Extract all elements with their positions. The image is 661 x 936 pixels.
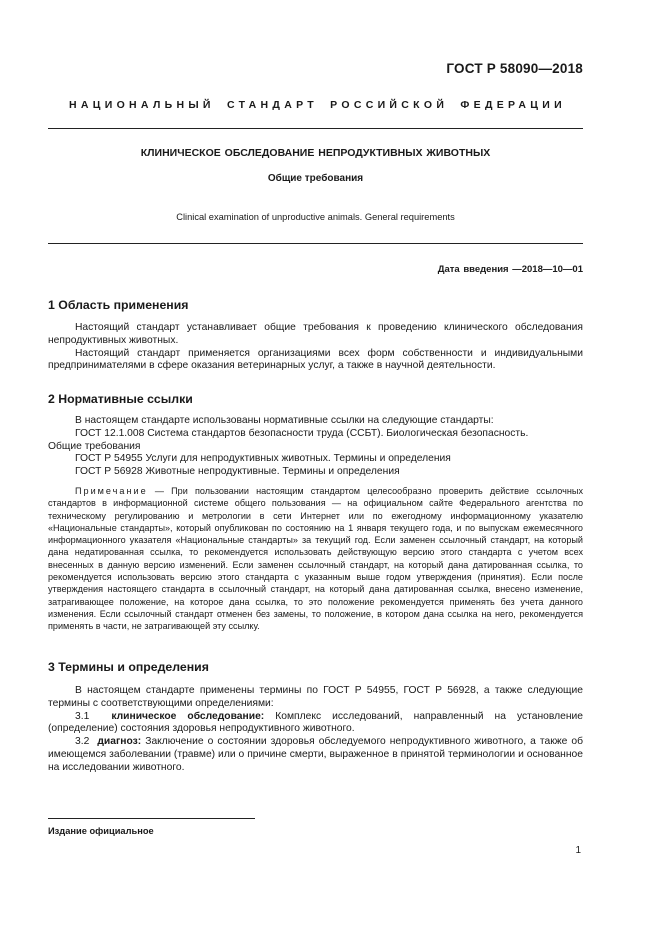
- term-text: Заключение о состоянии здоровья обследуемого непродуктивного животного, а также об имеющемся заболевании (травме) или о причине смерти, выраженное в принятой терминологии и основанное на исследовании животного.: [48, 736, 583, 773]
- term-definition: [48, 736, 583, 774]
- reference-note: [48, 485, 583, 633]
- official-edition-label: Издание официальное: [48, 826, 154, 836]
- national-standard-heading: НАЦИОНАЛЬНЫЙ СТАНДАРТ РОССИЙСКОЙ ФЕДЕРАЦИИ: [69, 99, 566, 111]
- term-number: 3.2: [75, 736, 90, 748]
- term-name: диагноз:: [97, 736, 142, 748]
- section-3: [48, 659, 583, 775]
- footer-rule: [48, 818, 255, 819]
- section-2: [48, 391, 583, 633]
- section-1-heading: 1 Область применения: [48, 298, 189, 312]
- document-subtitle: Общие требования: [267, 173, 364, 184]
- section-1-paragraph: Настоящий стандарт устанавливает общие требования к проведению клинического обследования непродуктивных животных.: [48, 322, 583, 346]
- term-definition: [48, 711, 583, 737]
- title-rule: [48, 243, 583, 244]
- section-1: [48, 297, 583, 373]
- reference-item: ГОСТ Р 56928 Животные непродуктивные. Термины и определения: [75, 466, 400, 478]
- intro-date: Дата введения —2018—10—01: [437, 264, 583, 275]
- term-number: 3.1: [75, 710, 90, 722]
- note-label: Примечание: [75, 485, 148, 496]
- standard-code: ГОСТ Р 58090—2018: [446, 61, 583, 76]
- section-2-intro: В настоящем стандарте использованы нормативные ссылки на следующие стандарты:: [75, 415, 494, 426]
- document-title: КЛИНИЧЕСКОЕ ОБСЛЕДОВАНИЕ НЕПРОДУКТИВНЫХ ЖИВОТНЫХ: [140, 147, 491, 159]
- page-number: 1: [575, 845, 581, 856]
- section-1-paragraph: Настоящий стандарт применяется организациями всех форм собственности и индивидуальными предпринимателями в сфере оказания ветеринарных услуг, а также в научной деятельности.: [48, 347, 583, 372]
- reference-item: Общие требования: [48, 440, 141, 452]
- header-rule: [48, 128, 583, 129]
- term-text: Комплекс исследований, направленный на установление (определение) состояния здоровья непродуктивного животного.: [48, 710, 584, 735]
- section-3-heading: 3 Термины и определения: [48, 660, 209, 674]
- section-2-heading: 2 Нормативные ссылки: [48, 392, 193, 406]
- term-name: клиническое обследование:: [111, 710, 265, 722]
- note-text: — При пользовании настоящим стандартом целесообразно проверить действие ссылочных стандартов в информационной системе общего пользования — на официальном сайте Федерального агентства по техническому регулированию и метрологии в сети Интернет или по ежегодному информационному указателю «Национальные стандарты», который опубликован по состоянию на 1 января текущего года, и по выпускам ежемесячного информационного указателя «Национальные стандарты» за текущий год. Если заменен ссылочный стандарт, на который дана недатированная ссылка, то рекомендуется использовать действующую версию этого стандарта с учетом всех внесенных в данную версию изменений. Если заменен ссылочный стандарт, на который дана датированная ссылка, то рекомендуется использовать версию этого стандарта с указанным выше годом утверждения (принятия). Если после утверждения настоящего стандарта в ссылочный стандарт, на который дана датированная ссылка, внесено изменение, затрагивающее положение, на которое дана ссылка, то это положение рекомендуется применять без учета данного изменения. Если ссылочный стандарт отменен без замены, то положение, в котором дана ссылка на него, рекомендуется применять в части, не затрагивающей эту ссылку.: [48, 485, 583, 632]
- section-3-intro: В настоящем стандарте применены термины по ГОСТ Р 54955, ГОСТ Р 56928, а также следующие термины с соответствующими определениями:: [48, 685, 583, 709]
- reference-item: ГОСТ 12.1.008 Система стандартов безопасности труда (ССБТ). Биологическая безопасность.: [75, 427, 529, 439]
- reference-item: ГОСТ Р 54955 Услуги для непродуктивных животных. Термины и определения: [75, 453, 451, 465]
- english-title: Clinical examination of unproductive animals. General requirements: [176, 212, 455, 222]
